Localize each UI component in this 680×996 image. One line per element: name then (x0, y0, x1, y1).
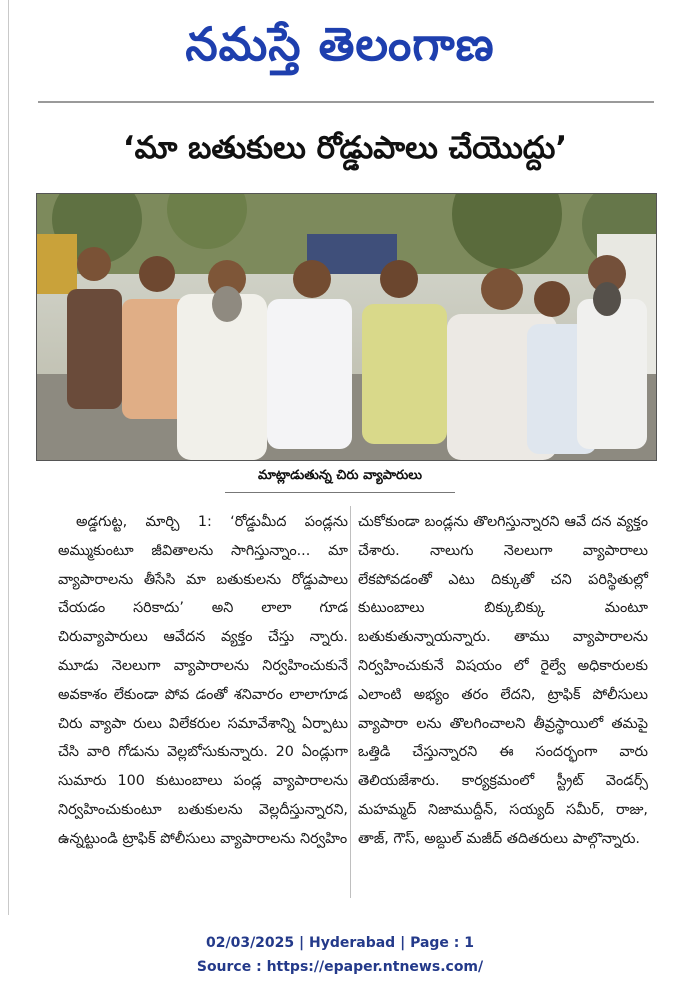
top-divider (38, 101, 654, 103)
article-column-left: అడ్డగుట్ట, మార్చి 1: ‘రోడ్డుమీద పండ్లను అమ్ముకుంటూ జీవితాలను సాగిస్తున్నాం... మా వ్యాపారాలను తీసేసి మా బతుకులను రోడ్డుపాలు చేయడం సరికాదు’ అని లాలా గూడ చిరువ్యాపారులు ఆవేదన వ్యక్తం చేస్తు న్నారు. మూడు నెలలుగా వ్యాపారాలను నిర్వహించుకునే అవకాశం లేకుండా పోవ డంతో శనివారం లాలాగూడ చిరు వ్యాపా రులు విలేకరుల సమావేశాన్ని ఏర్పాటు చేసి వారి గోడును వెల్లబోసుకున్నారు. 20 ఏండ్లుగా సుమారు 100 కుటుంబాలు పండ్ల వ్యాపారాలను నిర్వహించుకుంటూ బతుకులను వెల్లదీస్తున్నారని, ఉన్నట్టుండి ట్రాఫిక్ పోలీసులు వ్యాపారాలను నిర్వహిం (58, 514, 348, 847)
page-border (8, 0, 9, 915)
column-divider (350, 506, 351, 898)
masthead-title: నమస్తే తెలంగాణ (185, 17, 495, 71)
article-column-right: చుకోకుండా బండ్లను తొలగిస్తున్నారని ఆవే దన వ్యక్తం చేశారు. నాలుగు నెలలుగా వ్యాపారాలు లేకపోవడంతో ఎటు దిక్కుతో చని పరిస్థితుల్లో కుటుంబాలు బిక్కుబిక్కు మంటూ బతుకుతున్నాయన్నారు. తాము వ్యాపారాలను నిర్వహించుకునే విషయం లో రైల్వే అధికారులకు ఎలాంటి అభ్యం తరం లేదని, ట్రాఫిక్ పోలీసులు వ్యాపారా లను తొలగించాలని తీవ్రస్థాయిలో తమపై ఒత్తిడి చేస్తున్నారని ఈ సందర్భంగా వారు తెలియజేశారు. కార్యక్రమంలో స్ట్రీట్ వెండర్స్ మహమ్మద్ నిజాముద్దీన్, సయ్యద్ సమీర్, రాజు, తాజ్, గౌస్, అబ్దుల్ మజీద్ తదితరులు పాల్గొన్నారు. (358, 514, 648, 847)
photo-caption: మాట్లాడుతున్న చిరు వ్యాపారులు (225, 468, 455, 493)
article-headline: ‘మా బతుకులు రోడ్డుపాలు చేయొద్దు’ (122, 130, 568, 166)
newspaper-masthead (0, 6, 680, 82)
footer-dateline: 02/03/2025 | Hyderabad | Page : 1 (205, 935, 475, 951)
group-photo-image (37, 194, 656, 460)
article-photo (36, 193, 657, 461)
footer-source: Source : https://epaper.ntnews.com/ (196, 959, 484, 975)
